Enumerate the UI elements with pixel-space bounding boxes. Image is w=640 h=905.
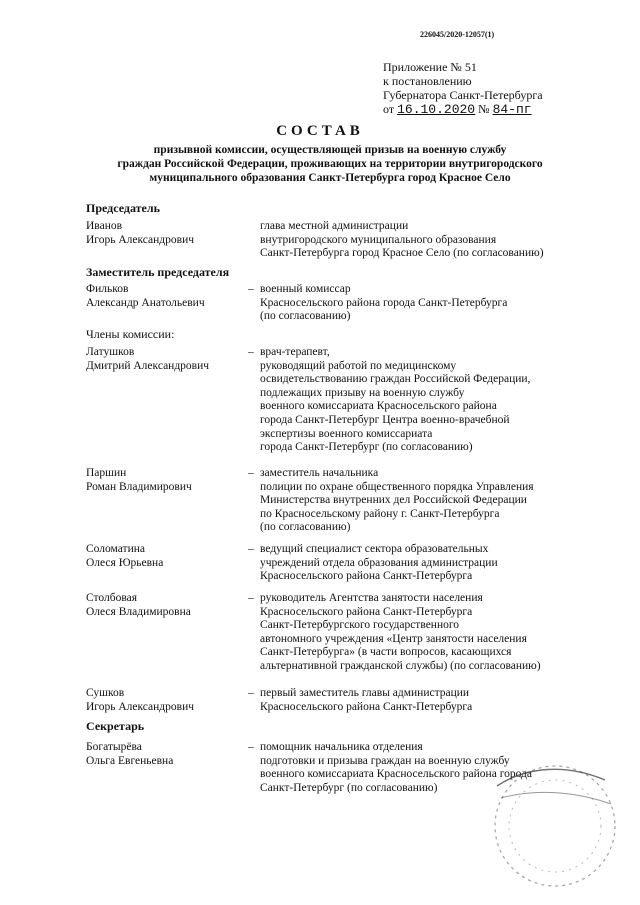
document-id: 226045/2020-12057(1) [420, 30, 495, 39]
member-dash: – [248, 687, 254, 699]
annex-line-3: Губернатора Санкт-Петербурга [383, 88, 543, 102]
section-chairman: Председатель [86, 201, 160, 215]
section-secretary: Секретарь [86, 719, 145, 733]
section-deputy: Заместитель председателя [86, 265, 230, 279]
member-position-line: руководитель Агентства занятости населения [260, 592, 483, 604]
member-name-line: Роман Владимирович [86, 480, 192, 493]
member-position-line: города Санкт-Петербург Центра военно-врачебной [260, 413, 510, 426]
member-name-line: Сушков [86, 687, 125, 699]
member-position-line: Красносельского района города Санкт-Петербурга [260, 296, 508, 309]
member-position-line: альтернативной гражданской службы) (по согласованию) [260, 659, 541, 672]
member-name-line: Дмитрий Александрович [86, 359, 210, 372]
official-seal [487, 758, 623, 894]
subtitle-line: муниципального образования Санкт-Петербурга город Красное Село [149, 172, 511, 184]
member-position-line: Красносельского района Санкт-Петербурга [260, 570, 473, 583]
member-position [260, 592, 610, 674]
member-position-line: подлежащих призыву на военную службу [260, 386, 465, 399]
member-position [260, 283, 610, 324]
member-position-line: ведущий специалист сектора образовательных [260, 543, 489, 555]
document-title: СОСТАВ [276, 123, 364, 139]
member-name-line: Иванов [86, 220, 123, 232]
member-position-line: помощник начальника отделения [260, 741, 423, 753]
member-name-line: Ольга Евгеньевна [86, 754, 174, 767]
member-position-line: подготовки и призыва граждан на военную службу [260, 754, 510, 767]
member-name [86, 283, 246, 310]
member-position-line: автономного учреждения «Центр занятости населения [260, 632, 527, 645]
member-position-line: внутригородского муниципального образования [260, 233, 497, 246]
member-position-line: Красносельского района Санкт-Петербурга [260, 700, 473, 713]
member-name-line: Столбовая [86, 592, 138, 604]
member-name-line: Соломатина [86, 543, 145, 555]
member-name-line: Олеся Юрьевна [86, 556, 164, 569]
member-name [86, 592, 246, 619]
member-position-line: врач-терапевт, [260, 346, 330, 358]
subtitle-line: призывной комиссии, осуществляющей призыв на военную службу [153, 144, 507, 156]
member-name [86, 741, 246, 768]
member-position-line: учреждений отдела образования администрации [260, 556, 498, 569]
member-name [86, 220, 246, 247]
member-dash: – [248, 283, 254, 295]
member-position-line: по Красносельскому району г. Санкт-Петербурга [260, 507, 500, 520]
member-position-line: глава местной администрации [260, 220, 409, 232]
member-position [260, 467, 610, 535]
member-dash: – [248, 346, 254, 358]
member-name [86, 687, 246, 714]
number-prefix: № [478, 102, 490, 116]
member-position [260, 346, 610, 455]
member-name-line: Александр Анатольевич [86, 296, 205, 309]
document-subtitle [80, 143, 580, 185]
member-dash: – [248, 543, 254, 555]
member-position-line: военного комиссариата Красносельского района города [260, 768, 532, 781]
decree-number: 84-пг [492, 102, 532, 117]
member-position-line: города Санкт-Петербург (по согласованию) [260, 441, 473, 454]
member-position-line: руководящий работой по медицинскому [260, 359, 457, 372]
member-name-line: Паршин [86, 467, 127, 479]
member-position-line: Санкт-Петербургского государственного [260, 619, 460, 632]
annex-line-1: Приложение № 51 [383, 60, 477, 74]
member-dash: – [248, 592, 254, 604]
member-position-line: освидетельствованию граждан Российской Федерации, [260, 373, 531, 386]
member-name-line: Игорь Александрович [86, 700, 195, 713]
member-position-line: Санкт-Петербурга» (в части вопросов, касающихся [260, 646, 512, 659]
member-position [260, 543, 610, 584]
member-name-line: Фильков [86, 283, 129, 295]
member-position-line: (по согласованию) [260, 310, 351, 323]
subtitle-line: граждан Российской Федерации, проживающих на территории внутригородского [117, 158, 543, 170]
member-position-line: заместитель начальника [260, 467, 379, 479]
annex-date-line [383, 102, 543, 117]
member-position-line: военный комиссар [260, 283, 351, 295]
member-dash: – [248, 467, 254, 479]
member-position-line: военного комиссариата Красносельского района [260, 400, 497, 413]
member-position-line: первый заместитель главы администрации [260, 687, 470, 699]
member-name-line: Олеся Владимировна [86, 605, 191, 618]
member-position-line: Красносельского района Санкт-Петербурга [260, 605, 473, 618]
member-name [86, 543, 246, 570]
annex-block [383, 60, 543, 117]
member-position [260, 687, 610, 714]
decree-date: 16.10.2020 [397, 102, 476, 117]
member-name-line: Игорь Александрович [86, 233, 195, 246]
annex-line-2: к постановлению [383, 74, 472, 88]
member-position-line: Санкт-Петербурга город Красное Село (по согласованию) [260, 247, 544, 260]
member-name [86, 467, 246, 494]
member-position-line: экспертизы военного комиссариата [260, 427, 433, 440]
member-dash: – [248, 741, 254, 753]
member-name [86, 346, 246, 373]
member-position [260, 220, 610, 261]
member-position-line: Министерства внутренних дел Российской Федерации [260, 494, 527, 507]
member-position-line: полиции по охране общественного порядка Управления [260, 480, 534, 493]
member-position-line: Санкт-Петербург (по согласованию) [260, 781, 438, 794]
member-position-line: (по согласованию) [260, 521, 351, 534]
section-members: Члены комиссии: [86, 327, 175, 341]
date-prefix: от [383, 102, 395, 116]
member-name-line: Богатырёва [86, 741, 142, 753]
member-name-line: Латушков [86, 346, 135, 358]
